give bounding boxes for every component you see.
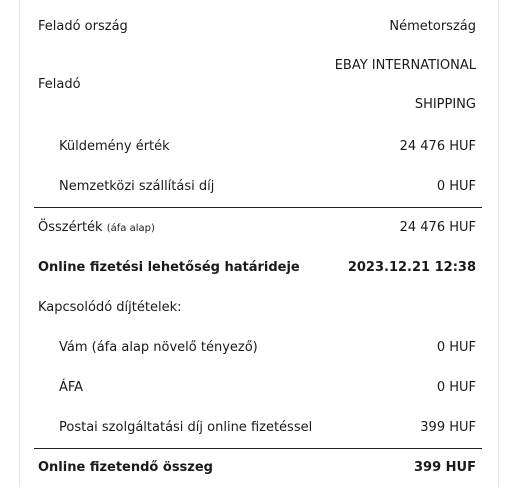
vat-amount: 0 HUF: [436, 379, 476, 395]
row-customs: [38, 337, 476, 357]
sender-label: Feladó: [38, 77, 81, 92]
vat-label: ÁFA: [59, 379, 84, 395]
divider-top: [34, 207, 482, 208]
row-amount-due: [38, 457, 476, 477]
sender-country-label: Feladó ország: [38, 18, 128, 34]
fee-summary-panel: [19, 0, 499, 487]
shipment-value-amount: 24 476 HUF: [399, 138, 476, 154]
row-intl-shipping-fee: [38, 176, 476, 196]
row-sender-country: [38, 16, 476, 36]
total-value-label: Összérték: [38, 219, 103, 235]
shipment-value-label: Küldemény érték: [59, 138, 170, 154]
intl-shipping-fee-label: Nemzetközi szállítási díj: [59, 178, 215, 194]
divider-bottom: [34, 448, 482, 449]
total-value-amount: 24 476 HUF: [399, 219, 476, 235]
total-value-note: (áfa alap): [106, 222, 155, 234]
postal-fee-label: Postai szolgáltatási díj online fizetéssel: [59, 419, 313, 435]
related-fees-heading: Kapcsolódó díjtételek:: [38, 299, 182, 315]
payment-deadline-label: Online fizetési lehetőség határideje: [38, 259, 300, 275]
sender-value-line2: SHIPPING: [414, 97, 476, 112]
row-payment-deadline: [38, 257, 476, 277]
amount-due-label: Online fizetendő összeg: [38, 459, 213, 475]
customs-label: Vám (áfa alap növelő tényező): [59, 339, 258, 355]
row-total-value: [38, 217, 476, 237]
sender-value-line1: EBAY INTERNATIONAL: [334, 58, 476, 73]
row-shipment-value: [38, 136, 476, 156]
amount-due-value: 399 HUF: [414, 459, 476, 475]
postal-fee-amount: 399 HUF: [420, 419, 476, 435]
row-related-fees-heading: [38, 297, 476, 317]
intl-shipping-fee-amount: 0 HUF: [436, 178, 476, 194]
sender-country-value: Németország: [389, 18, 476, 34]
row-postal-fee: [38, 417, 476, 437]
row-vat: [38, 377, 476, 397]
payment-deadline-value: 2023.12.21 12:38: [347, 259, 476, 275]
customs-amount: 0 HUF: [436, 339, 476, 355]
